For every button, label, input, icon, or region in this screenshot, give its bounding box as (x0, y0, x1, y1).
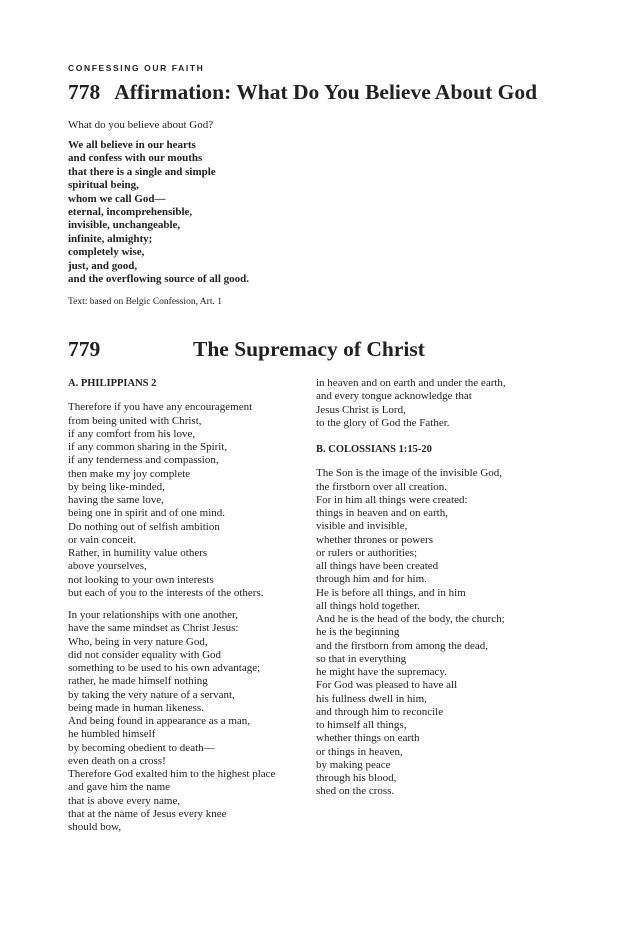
response-line: and the overflowing source of all good. (68, 273, 249, 286)
scripture-line: to the glory of God the Father. (316, 416, 450, 429)
response-line: spiritual being, (68, 179, 139, 192)
scripture-line: above yourselves, (68, 560, 147, 573)
scripture-line: In your relationships with one another, (68, 609, 239, 621)
affirmation-title: Affirmation: What Do You Believe About God (114, 80, 538, 104)
scripture-line: having the same love, (68, 494, 164, 506)
scripture-line: Jesus Christ is Lord, (316, 403, 406, 416)
text-credit: Text: based on Belgic Confession, Art. 1 (68, 297, 222, 307)
scripture-line: even death on a cross! (68, 754, 166, 767)
scripture-line: Do nothing out of selfish ambition (68, 520, 220, 533)
scripture-line: visible and invisible, (316, 520, 408, 533)
scripture-line: being made in human likeness. (68, 701, 204, 714)
response-line: and confess with our mouths (68, 152, 203, 165)
scripture-line: through him and for him. (316, 573, 427, 586)
scripture-line: the firstborn over all creation. (316, 480, 448, 493)
scripture-line: Therefore if you have any encouragement (68, 401, 253, 414)
supremacy-title: The Supremacy of Christ (193, 337, 425, 361)
response-line: just, and good, (68, 259, 138, 272)
scripture-line: if any comfort from his love, (68, 427, 196, 440)
scripture-line: And being found in appearance as a man, (68, 715, 251, 727)
scripture-line: should bow, (68, 821, 122, 833)
congregation-response (68, 139, 249, 286)
scripture-line: did not consider equality with God (68, 648, 222, 661)
scripture-line: and through him to reconcile (316, 705, 444, 718)
scripture-line: by being like-minded, (68, 480, 165, 493)
philippians-heading: A. PHILIPPIANS 2 (68, 378, 157, 389)
scripture-line: rather, he made himself nothing (68, 675, 208, 688)
scripture-line: he humbled himself (68, 728, 156, 741)
scripture-line: by making peace (316, 758, 391, 771)
colossians-heading: B. COLOSSIANS 1:15-20 (316, 444, 432, 455)
scripture-line: something to be used to his own advantage; (68, 662, 261, 674)
scripture-line: Rather, in humility value others (68, 547, 208, 559)
scripture-line: or vain conceit. (68, 533, 137, 546)
response-line: eternal, incomprehensible, (68, 206, 193, 219)
supremacy-heading (68, 337, 588, 362)
affirmation-heading (68, 80, 588, 105)
scripture-line: all things hold together. (316, 599, 420, 612)
response-line: completely wise, (68, 246, 145, 259)
scripture-line: he might have the supremacy. (316, 666, 447, 678)
scripture-line: or rulers or authorities; (316, 546, 418, 559)
response-line: that there is a single and simple (68, 165, 216, 178)
scripture-line: if any tenderness and compassion, (68, 454, 219, 467)
scripture-line: And he is the head of the body, the church; (316, 613, 505, 625)
scripture-line: For in him all things were created: (316, 493, 468, 506)
scripture-line: and gave him the name (68, 781, 171, 794)
scripture-line: whether things on earth (316, 732, 420, 745)
scripture-line: have the same mindset as Christ Jesus: (68, 622, 239, 635)
response-line: invisible, unchangeable, (68, 219, 181, 232)
philippians-paragraph-1 (68, 401, 308, 600)
scripture-line: by taking the very nature of a servant, (68, 688, 235, 701)
scripture-line: all things have been created (316, 560, 439, 572)
scripture-line: he is the beginning (316, 626, 400, 639)
scripture-line: and every tongue acknowledge that (316, 390, 472, 403)
scripture-line: to himself all things, (316, 719, 407, 731)
left-column (68, 377, 308, 834)
scripture-line: shed on the cross. (316, 785, 395, 798)
section-label: CONFESSING OUR FAITH (68, 63, 205, 73)
philippians-continuation (316, 377, 566, 430)
scripture-line: Therefore God exalted him to the highest place (68, 768, 276, 780)
scripture-line: then make my joy complete (68, 467, 191, 480)
affirmation-number: 778 (68, 80, 101, 104)
response-line: We all believe in our hearts (68, 139, 196, 151)
scripture-line: or things in heaven, (316, 745, 403, 758)
scripture-line: from being united with Christ, (68, 414, 202, 427)
philippians-paragraph-2 (68, 609, 308, 834)
colossians-passage (316, 467, 566, 798)
response-line: infinite, almighty; (68, 232, 153, 245)
scripture-line: so that in everything (316, 652, 407, 665)
scripture-line: but each of you to the interests of the others. (68, 586, 264, 599)
scripture-line: his fullness dwell in him, (316, 692, 427, 705)
response-line: whom we call God— (68, 192, 166, 205)
scripture-line: that at the name of Jesus every knee (68, 807, 227, 820)
scripture-line: being one in spirit and of one mind. (68, 507, 226, 520)
scripture-line: if any common sharing in the Spirit, (68, 441, 228, 453)
scripture-line: not looking to your own interests (68, 573, 214, 586)
leader-prompt: What do you believe about God? (68, 119, 214, 131)
scripture-line: For God was pleased to have all (316, 679, 458, 692)
scripture-line: He is before all things, and in him (316, 586, 466, 599)
scripture-line: in heaven and on earth and under the earth, (316, 377, 506, 389)
scripture-line: whether thrones or powers (316, 533, 433, 546)
scripture-line: by becoming obedient to death— (68, 741, 215, 754)
supremacy-number: 779 (68, 337, 101, 361)
right-column (316, 377, 566, 799)
scripture-line: that is above every name, (68, 794, 181, 807)
scripture-line: The Son is the image of the invisible God, (316, 467, 503, 480)
scripture-line: through his blood, (316, 772, 397, 784)
scripture-line: things in heaven and on earth, (316, 507, 448, 519)
scripture-line: and the firstborn from among the dead, (316, 639, 488, 652)
scripture-line: Who, being in very nature God, (68, 635, 208, 648)
